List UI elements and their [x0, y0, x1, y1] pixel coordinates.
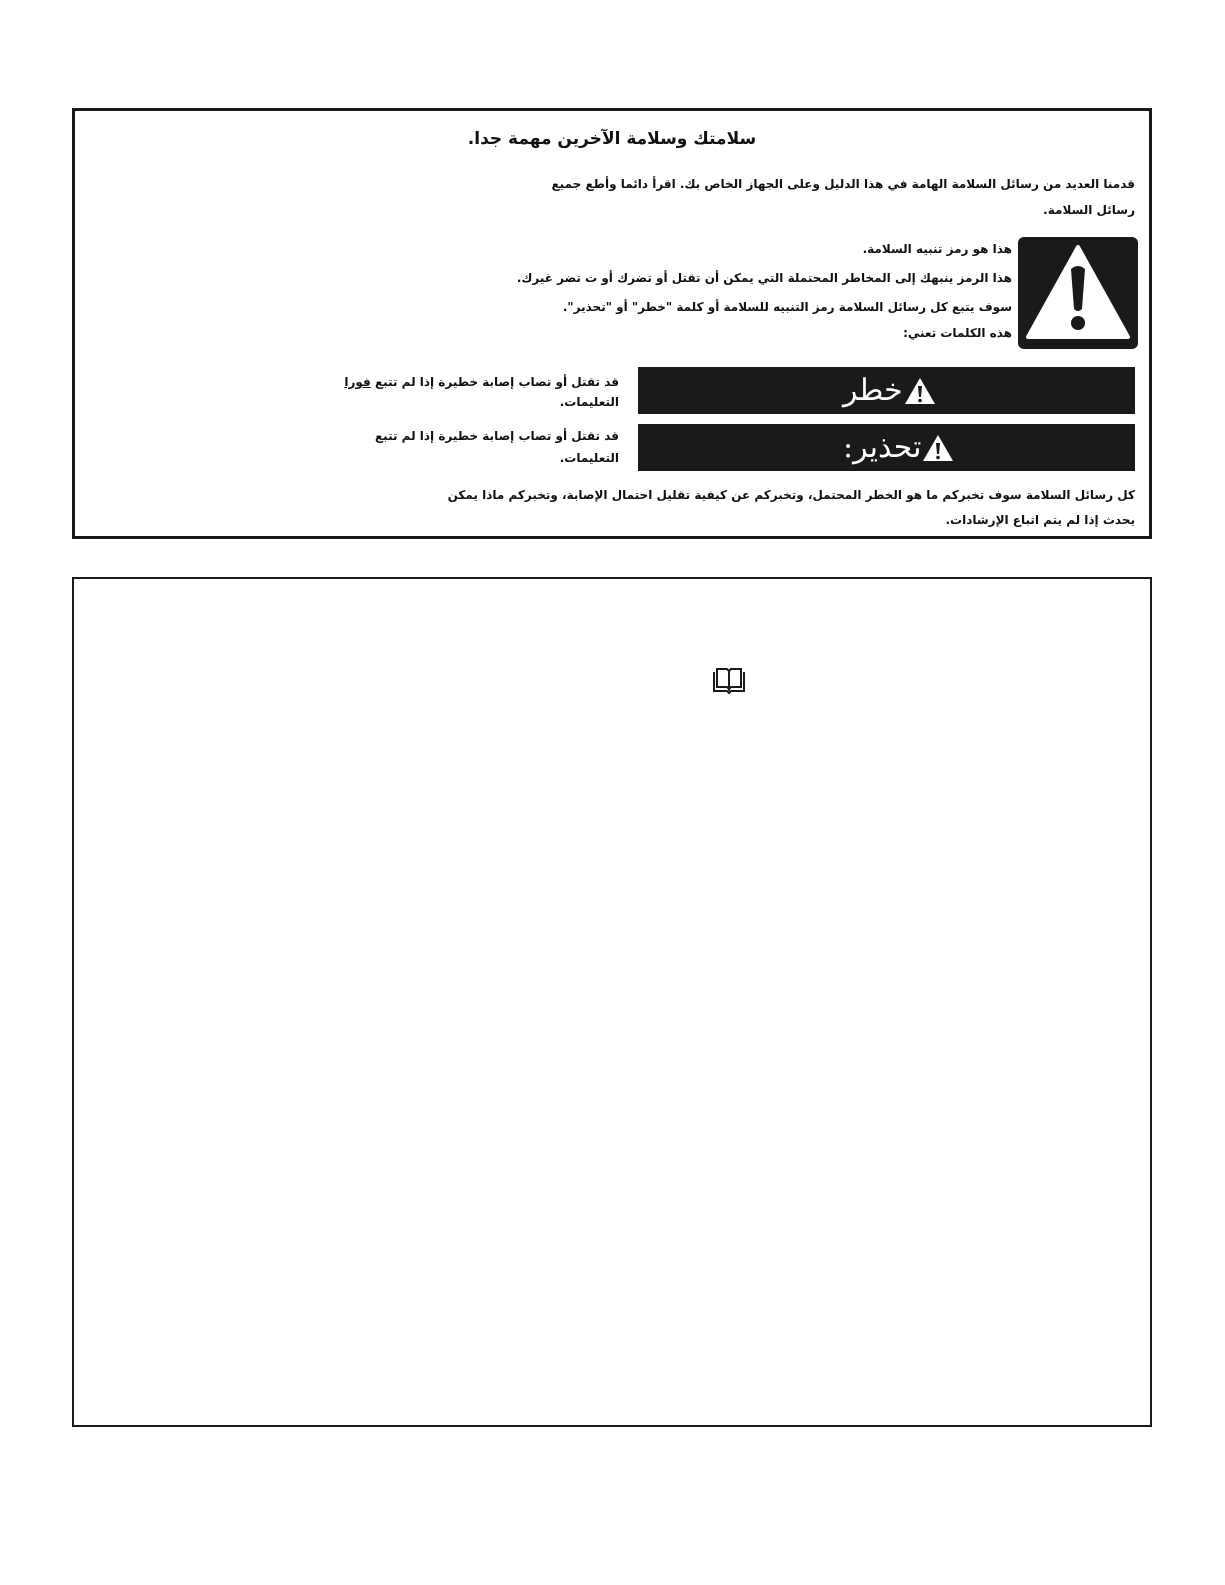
danger-description-line-1	[344, 375, 619, 389]
warning-word: تحذير:	[843, 430, 922, 465]
symbol-explanation-line-4: هذه الكلمات تعني:	[903, 326, 1012, 340]
manual-content-box	[72, 577, 1152, 1427]
danger-description-emphasis: فورا	[344, 375, 371, 389]
safety-heading: سلامتك وسلامة الآخرين مهمة جدا.	[467, 129, 757, 149]
safety-information-box	[72, 108, 1152, 539]
danger-word: خطر	[843, 373, 903, 408]
closing-text-line-2: يحدث إذا لم يتم اتباع الإرشادات.	[945, 513, 1135, 527]
intro-text-line-1: قدمنا العديد من رسائل السلامة الهامة في هذا الدليل وعلى الجهاز الخاص بك. اقرأ دائما وأطع جميع	[551, 177, 1135, 191]
warning-description-line-1: قد تقتل أو تصاب إصابة خطيرة إذا لم تتبع	[374, 429, 619, 443]
safety-alert-icon	[1018, 237, 1138, 349]
intro-text-line-2: رسائل السلامة.	[1043, 203, 1135, 217]
danger-description-text: قد تقتل أو تصاب إصابة خطيرة إذا لم تتبع	[370, 375, 619, 389]
warning-description-line-2: التعليمات.	[559, 451, 619, 465]
warning-signal-bar	[638, 424, 1135, 471]
symbol-explanation-line-3: سوف يتبع كل رسائل السلامة رمز التنبيه للسلامة أو كلمة "خطر" أو "تحذير".	[562, 300, 1012, 314]
warning-triangle-icon	[903, 376, 937, 406]
symbol-explanation-line-2: هذا الرمز ينبهك إلى المخاطر المحتملة التي يمكن أن تقتل أو تضرك أو ت تضر غيرك.	[516, 271, 1012, 285]
warning-triangle-icon	[921, 433, 955, 463]
book-icon	[712, 667, 746, 699]
closing-text-line-1: كل رسائل السلامة سوف تخبركم ما هو الخطر المحتمل، وتخبركم عن كيفية تقليل احتمال الإصابة، وتخبركم ماذا يمكن	[447, 488, 1135, 502]
danger-signal-bar	[638, 367, 1135, 414]
danger-description-line-2: التعليمات.	[559, 395, 619, 409]
symbol-explanation-line-1: هذا هو رمز تنبيه السلامة.	[862, 242, 1012, 256]
